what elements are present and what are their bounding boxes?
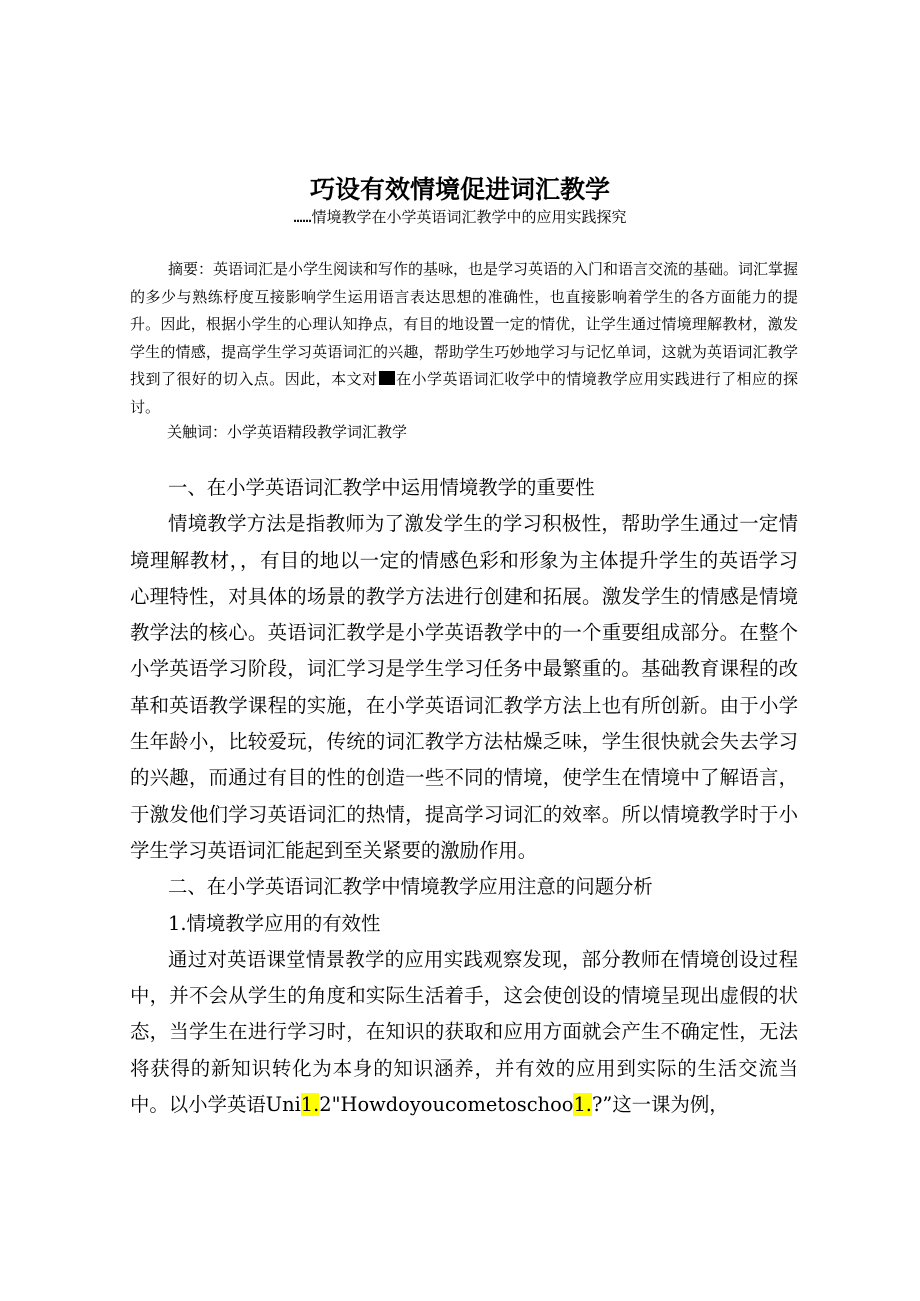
section-2-heading: 二、在小学英语词汇教学中情境教学应用注意的问题分析: [168, 875, 653, 899]
section-2-subheading: 1.情境教学应用的有效性: [168, 911, 381, 935]
document-title: 巧设有效情境促进词汇教学: [309, 175, 610, 204]
abstract-text-part1: 摘要：英语词汇是小学生阅读和写作的基咏，也是学习英语的入门和语言交流的基础。词汇掌握的多少与熟练杼度互接影响学生运用语言表达思想的准确性，也直接影响着学生的各方面能力的提升。因此，根据小学生的心理认知挣点，有目的地设置一定的情优，让学生通过情境理解教材，激发学生的情感，提高学生学习英语词汇的兴趣，帮助学生巧妙地学习与记忆单词，这就为英语词汇教学找到了很好的切入点。因此，本文对: [130, 260, 799, 389]
paragraph-text-end: ?”这一课为例，: [591, 1093, 729, 1117]
document-body: [130, 470, 798, 1123]
section-1-heading: 一、在小学英语词汇教学中运用情境教学的重要性: [168, 476, 595, 499]
highlighted-text: 1.: [573, 1093, 592, 1117]
section-2-paragraph: [130, 942, 798, 1123]
keywords: 关触词：小学英语精段教学词汇教学: [167, 423, 408, 441]
paragraph-text-start: 通过对英语课堂情景教学的应用实践观察发现，部分教师在情境创设过程中，并不会从学生的角度和实际生活着手，这会使创设的情境呈现出虚假的状态，当学生在进行学习时，在知识的获取和应用方面就会产生不确定性，无法将获得的新知识转化为本身的知识涵养，并有效的应用到实际的生活交流当中。以小学英语Uni: [130, 947, 798, 1117]
section-1-paragraph: 情境教学方法是指教师为了激发学生的学习积极性，帮助学生通过一定情境理解教材，，有目的地以一定的情感色彩和形象为主体提升学生的英语学习心理特性，对具体的场景的教学方法进行创建和拓展。激发学生的情感是情境教学法的核心。英语词汇教学是小学英语教学中的一个重要组成部分。在整个小学英语学习阶段，词汇学习是学生学习任务中最繁重的。基础教育课程的改革和英语教学课程的实施，在小学英语词汇教学方法上也有所创新。由于小学生年龄小，比较爱玩，传统的词汇教学方法枯燥乏味，学生很快就会失去学习的兴趣，而通过有目的性的创造一些不同的情境，使学生在情境中了解语言，于激发他们学习英语词汇的热情，提高学习词汇的效率。所以情境教学时于小学生学习英语词汇能起到至关紧要的激励作用。: [130, 512, 798, 862]
document-subtitle: ……情境教学在小学英语词汇教学中的应用实践探究: [293, 208, 627, 226]
redaction-block: [379, 371, 395, 385]
abstract: [130, 256, 798, 422]
abstract-text-part2: 在小学英语词汇收学中的情境教学应用实践进行了相应的探讨。: [130, 370, 798, 416]
paragraph-text-mid: 2"Howdoyoucometoschoo: [319, 1093, 574, 1117]
highlighted-text: 1.: [300, 1093, 320, 1117]
